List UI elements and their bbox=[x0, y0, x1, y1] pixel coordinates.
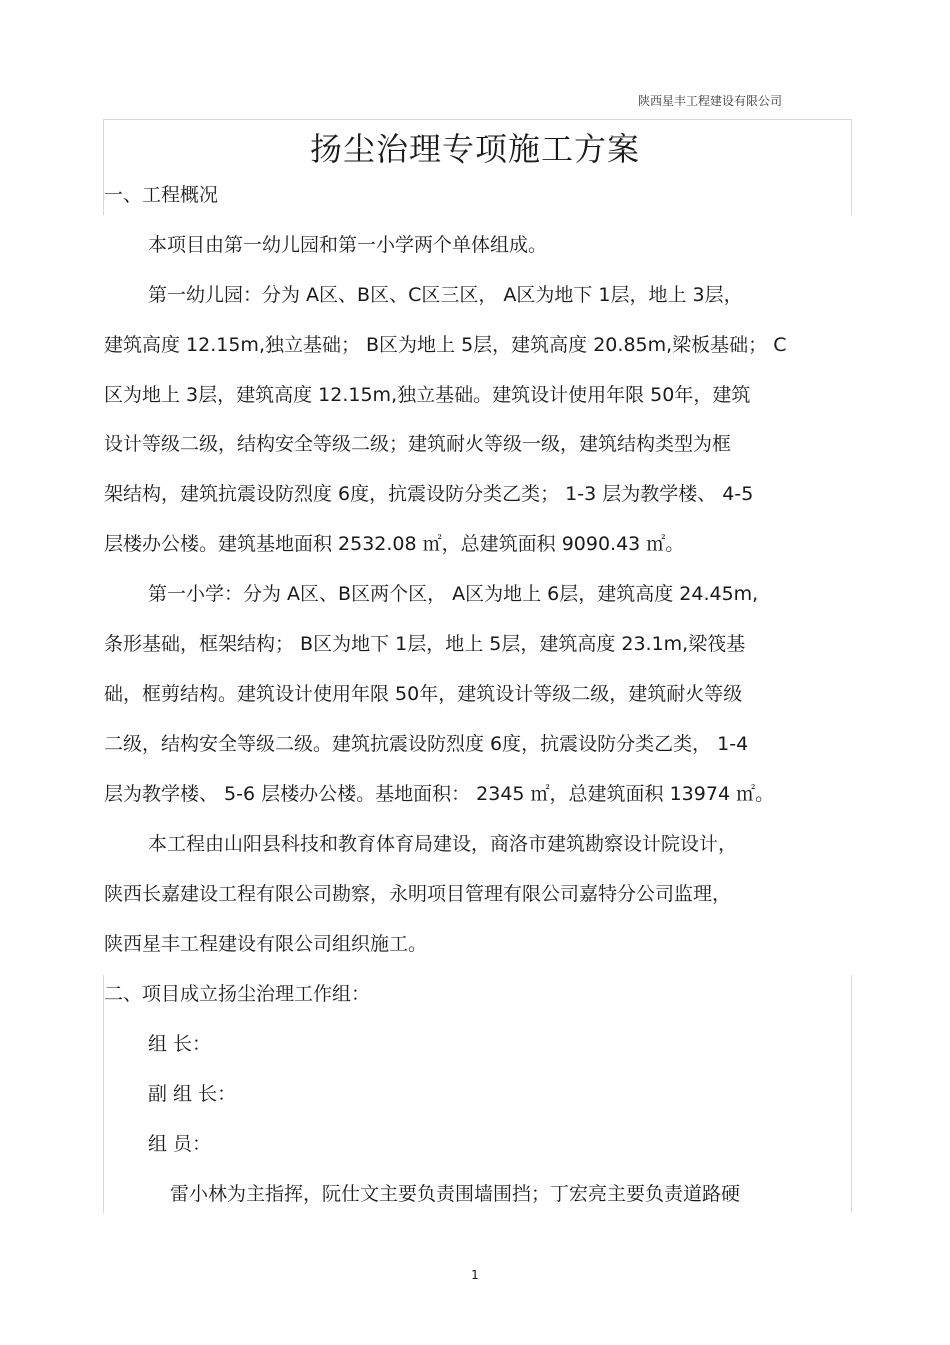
paragraph-line: 陕西星丰工程建设有限公司组织施工。 bbox=[104, 933, 428, 955]
paragraph-line: 第一小学：分为 A区、B区两个区， A区为地上 6层，建筑高度 24.45m, bbox=[148, 583, 759, 605]
group-member-label: 组 员： bbox=[148, 1133, 212, 1155]
header-company: 陕西星丰工程建设有限公司 bbox=[638, 94, 783, 108]
paragraph-line: 条形基础，框架结构； B区为地下 1层，地上 5层，建筑高度 23.1m,梁筏基 bbox=[104, 633, 746, 655]
deputy-leader-label: 副 组 长： bbox=[148, 1083, 237, 1105]
top-rule bbox=[103, 119, 852, 120]
paragraph-line: 第一幼儿园：分为 A区、B区、C区三区， A区为地下 1层，地上 3层， bbox=[148, 284, 743, 306]
paragraph-line: 础，框剪结构。建筑设计使用年限 50年，建筑设计等级二级，建筑耐火等级 bbox=[104, 683, 743, 705]
paragraph-line: 本工程由山阳县科技和教育体育局建设，商洛市建筑勘察设计院设计， bbox=[148, 833, 738, 855]
page-number: 1 bbox=[471, 1268, 479, 1282]
paragraph-line: 建筑高度 12.15m,独立基础； B区为地上 5层，建筑高度 20.85m,梁板基础； C bbox=[104, 334, 787, 356]
paragraph-line: 二级，结构安全等级二级。建筑抗震设防烈度 6度，抗震设防分类乙类， 1-4 bbox=[104, 733, 749, 755]
paragraph-line: 雷小林为主指挥，阮仕文主要负责围墙围挡；丁宏亮主要负责道路硬 bbox=[170, 1183, 741, 1205]
right-rule-2 bbox=[851, 975, 852, 1213]
paragraph-line: 架结构，建筑抗震设防烈度 6度，抗震设防分类乙类； 1-3 层为教学楼、 4-5 bbox=[104, 483, 754, 505]
paragraph-line: 陕西长嘉建设工程有限公司勘察，永明项目管理有限公司嘉特分公司监理， bbox=[104, 883, 732, 905]
paragraph-line: 层楼办公楼。建筑基地面积 2532.08 ㎡，总建筑面积 9090.43 ㎡。 bbox=[104, 533, 685, 555]
section-heading-2: 二、项目成立扬尘治理工作组： bbox=[104, 983, 371, 1005]
group-leader-label: 组 长： bbox=[148, 1033, 212, 1055]
paragraph-line: 本项目由第一幼儿园和第一小学两个单体组成。 bbox=[148, 234, 548, 256]
paragraph-line: 区为地上 3层，建筑高度 12.15m,独立基础。建筑设计使用年限 50年，建筑 bbox=[104, 384, 751, 406]
page-title: 扬尘治理专项施工方案 bbox=[309, 130, 640, 168]
section-heading-1: 一、工程概况 bbox=[104, 184, 219, 206]
paragraph-line: 设计等级二级，结构安全等级二级；建筑耐火等级一级，建筑结构类型为框 bbox=[104, 433, 732, 455]
paragraph-line: 层为教学楼、 5-6 层楼办公楼。基地面积： 2345 ㎡，总建筑面积 13974 ㎡。 bbox=[104, 783, 775, 805]
left-rule-2 bbox=[103, 975, 104, 1213]
